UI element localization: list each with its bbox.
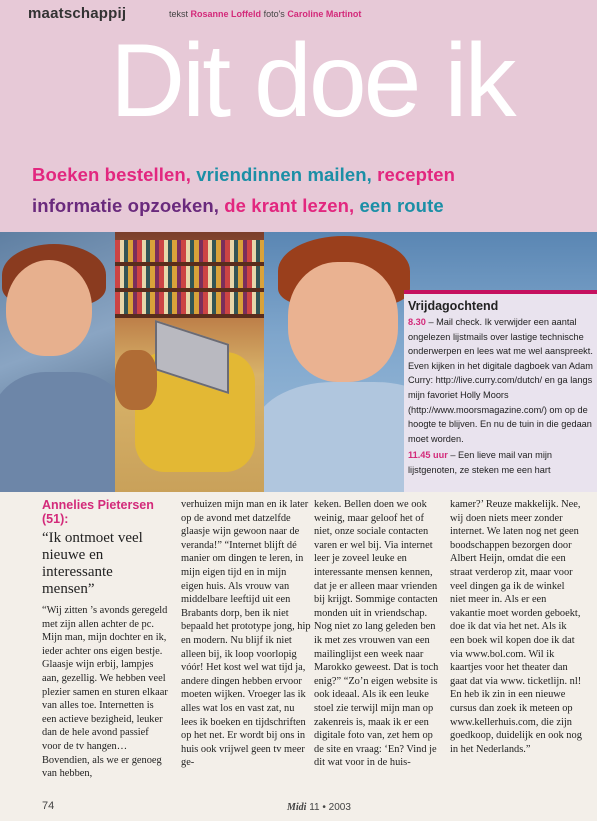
diary-entry: – Mail check. Ik verwijder een aantal ongelezen lijstmails over lastige technische onderwerpen en lees wat me wel aanspreekt. Even kijken in het digitale dagboek van Adam Curry: http://live.curry.com/dutch/ en ga langs mijn favoriet Holly Moors (http://www.moorsmagazine.com/) om op de hoogte te blijven. En nu de tuin in die gedaan moet worden. — [408, 317, 593, 444]
lead-line-2 — [32, 195, 444, 217]
page-title: Dit doe ik — [110, 23, 514, 139]
lead-fragment: recepten — [377, 164, 456, 185]
body-text: kamer?’ Reuze makkelijk. Nee, wij doen niets meer zonder internet. We laten nog net geen boodschappen bezorgen door Albert Heijn, omdat die een straat verderop zit, maar voor veel dingen ga ik de winkel niet meer in. Als er een vakantie moet worden geboekt, doe ik dat via het net. Als ik een boek wil kopen doe ik dat via www.bol.com. Wil ik kaartjes voor het theater dan gaat dat via www. ticketlijn. nl! En heb ik zin in een nieuwe cursus dan zoek ik meteen op www.kellerhuis.com, die zijn goedkoop, duidelijk en ook nog in het Nederlands.” — [450, 499, 582, 755]
article-column-4 — [450, 498, 582, 756]
body-text: keken. Bellen doen we ook weinig, maar geloof het of niet, onze sociale contacten varen er wel bij. Via internet leer je zoveel leuke en interessante mensen kennen, dat je er alleen maar vrienden bij krijgt. Sommige contacten monden uit in vriendschap. Nog niet zo lang geleden ben ik met zes vrouwen van een mailinglijst een week naar Marokko geweest. Dat is toch enig?” “Zo’n eigen website is ook ideaal. Als ik een leuke stoel zie terwijl mijn man op zakenreis is, maak ik er een digitale foto van, zet hem op de site en vraag: ‘En? Vind je dit wat voor in de huis- — [314, 499, 439, 769]
photo-portrait-with-diary — [264, 232, 597, 492]
article-column-1 — [42, 498, 168, 781]
article-column-3 — [314, 498, 442, 770]
lead-fragment: Boeken bestellen, — [32, 164, 197, 185]
diary-title: Vrijdagochtend — [408, 299, 499, 313]
credit-prefix-text: tekst — [169, 9, 189, 19]
pull-quote: “Ik ontmoet veel nieuwe en interessante mensen” — [42, 530, 143, 597]
diary-text — [408, 315, 594, 480]
lead-line-1 — [32, 164, 455, 186]
page-number: 74 — [42, 800, 55, 812]
magazine-logo: Midi — [287, 802, 307, 813]
issue-number: 11 • 2003 — [309, 802, 351, 813]
body-text: “Wij zitten ’s avonds geregeld met zijn allen achter de pc. Mijn man, mijn dochter en ik, ieder achter ons eigen bestje. Glaasje wijn erbij, lampjes aan, gezellig. We hebben veel plezier samen en sturen elkaar van alles toe. Internetten is een actieve bezigheid, leuker dan de hele avond passief voor de tv hangen… Bovendien, als we er genoeg van hebben, — [42, 605, 168, 780]
header-band — [0, 0, 597, 232]
photo-reading-with-laptop — [115, 232, 264, 492]
lead-fragment: vriendinnen mailen, — [196, 164, 378, 185]
lead-fragment: informatie opzoeken, — [32, 195, 225, 216]
article-column-2 — [181, 498, 311, 770]
lead-fragment: de krant lezen, — [224, 195, 360, 216]
person-name: Annelies Pietersen (51): — [42, 498, 154, 526]
credits — [169, 9, 361, 19]
diary-time: 11.45 uur — [408, 450, 448, 461]
diary-time: 8.30 — [408, 317, 426, 327]
lead-fragment: een route — [359, 195, 444, 216]
credit-author: Rosanne Loffeld — [190, 9, 262, 19]
magazine-footer — [287, 802, 351, 813]
credit-photographer: Caroline Martinot — [287, 9, 362, 19]
body-text: verhuizen mijn man en ik later op de avond met datzelfde glaasje wijn gewoon naar de veranda!” “Internet blijft dé manier om dingen te leren, in mijn eigen tijd en in mijn eigen huis. Als vrouw van middelbare leeftijd uit een Brabants dorp, ben ik niet bepaald het prototype jong, hip en modern. Nu blijf ik niet alleen bij, ik loop voorlopig vóór! Het kost wel wat tijd ja, andere dingen hebben ervoor moeten wijken. Vroeger las ik alles wat los en vast zat, nu lees ik boeken en tijdschriften op het net. Er wordt bij ons in huis ook vrijwel geen tv meer ge- — [181, 499, 311, 769]
photo-woman-at-computer — [0, 232, 115, 492]
credit-prefix-photo: foto's — [263, 9, 285, 19]
diary-entry: – Een lieve mail van mijn lijstgenoten, ze steken me een hart — [408, 450, 553, 475]
section-label: maatschappij — [28, 5, 127, 22]
